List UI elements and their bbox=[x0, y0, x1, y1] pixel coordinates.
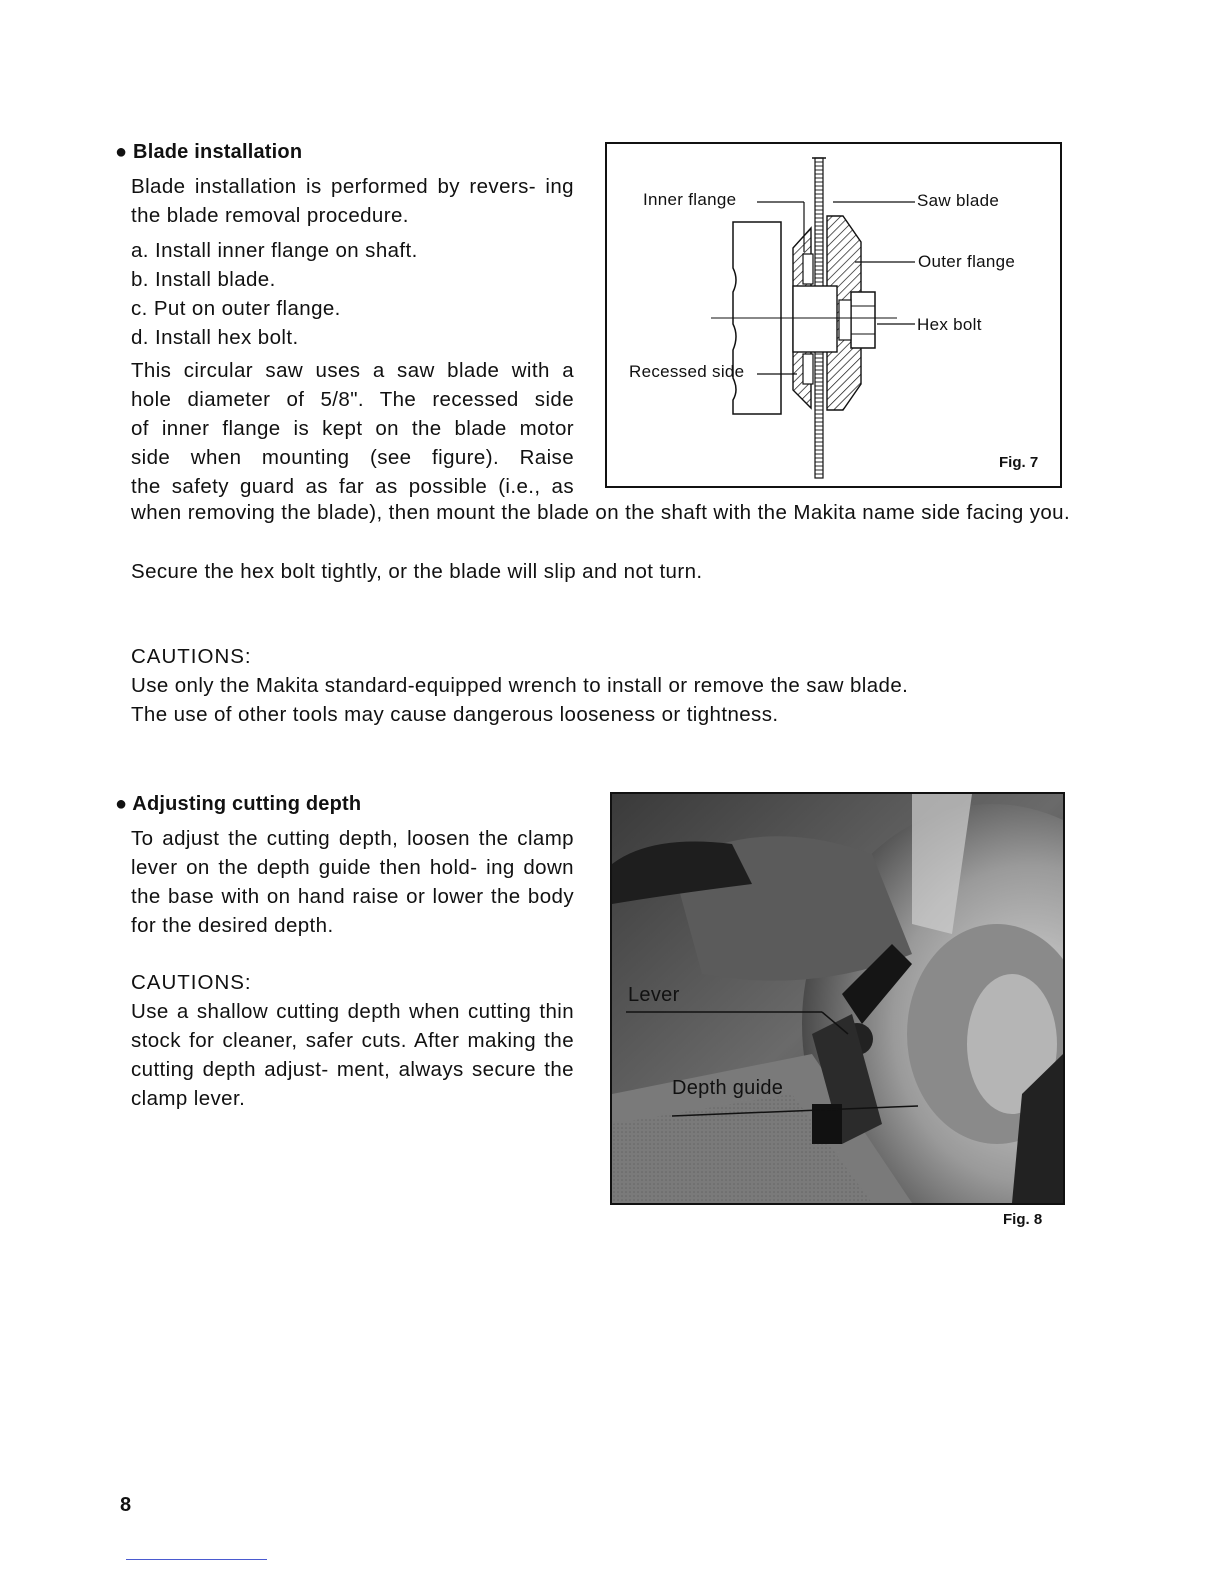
label-hex-bolt: Hex bolt bbox=[917, 315, 982, 334]
blade-installation-intro: Blade installation is performed by revers- ing the blade removal procedure. bbox=[131, 175, 574, 227]
step-c: c. Put on outer flange. bbox=[131, 297, 341, 320]
blade-installation-title: Blade installation bbox=[133, 141, 303, 163]
step-d: d. Install hex bolt. bbox=[131, 326, 299, 349]
blade-installation-heading bbox=[115, 141, 302, 164]
bullet-icon: ● bbox=[115, 141, 128, 163]
fig8-caption: Fig. 8 bbox=[1003, 1211, 1043, 1228]
secure-hex-bolt-text: Secure the hex bolt tightly, or the blade will slip and not turn. bbox=[131, 560, 703, 583]
fig8-photo-box bbox=[610, 792, 1065, 1205]
fig7-caption: Fig. 7 bbox=[999, 454, 1039, 471]
label-depth-guide: Depth guide bbox=[672, 1077, 784, 1099]
bullet-icon: ● bbox=[115, 793, 128, 815]
step-b: b. Install blade. bbox=[131, 268, 276, 291]
page-number: 8 bbox=[120, 1494, 132, 1516]
label-lever: Lever bbox=[628, 984, 680, 1006]
para-line-5: the safety guard as far as possible (i.e., as bbox=[131, 475, 574, 498]
para-line-4: side when mounting (see figure). Raise bbox=[131, 446, 574, 469]
para-line-1: This circular saw uses a saw blade with a bbox=[131, 359, 574, 382]
fig7-diagram-box bbox=[605, 142, 1062, 488]
step-a: a. Install inner flange on shaft. bbox=[131, 239, 418, 262]
hex-bolt-shape bbox=[851, 292, 875, 348]
para-line-3: of inner flange is kept on the blade motor bbox=[131, 417, 574, 440]
cutting-depth-heading bbox=[115, 793, 361, 816]
label-outer-flange: Outer flange bbox=[918, 252, 1016, 271]
cautions-1-line-2: The use of other tools may cause dangerous looseness or tightness. bbox=[131, 703, 779, 726]
cutting-depth-body: To adjust the cutting depth, loosen the clamp lever on the depth guide then hold- ing down the base with on hand raise or lower the body for the desired depth. bbox=[131, 827, 574, 937]
bottom-rule bbox=[126, 1559, 267, 1560]
label-recessed-side: Recessed side bbox=[629, 362, 745, 381]
cautions-2-title: CAUTIONS: bbox=[131, 971, 252, 994]
para-line-2: hole diameter of 5/8". The recessed side bbox=[131, 388, 574, 411]
cutting-depth-title: Adjusting cutting depth bbox=[132, 793, 362, 815]
shaft-shape bbox=[793, 286, 837, 352]
blade-hole-paragraph bbox=[131, 356, 574, 501]
cautions-1-line-1: Use only the Makita standard-equipped wrench to install or remove the saw blade. bbox=[131, 674, 909, 697]
label-inner-flange: Inner flange bbox=[643, 190, 737, 209]
cautions-1-title: CAUTIONS: bbox=[131, 645, 252, 668]
blade-mount-paragraph: when removing the blade), then mount the blade on the shaft with the Makita name side facing you. bbox=[131, 501, 1071, 524]
label-saw-blade: Saw blade bbox=[917, 191, 1000, 210]
cautions-2-text: Use a shallow cutting depth when cutting thin stock for cleaner, safer cuts. After making the cutting depth adjust- ment, always secure the clamp lever. bbox=[131, 1000, 574, 1110]
blade-installation-steps bbox=[131, 236, 574, 352]
